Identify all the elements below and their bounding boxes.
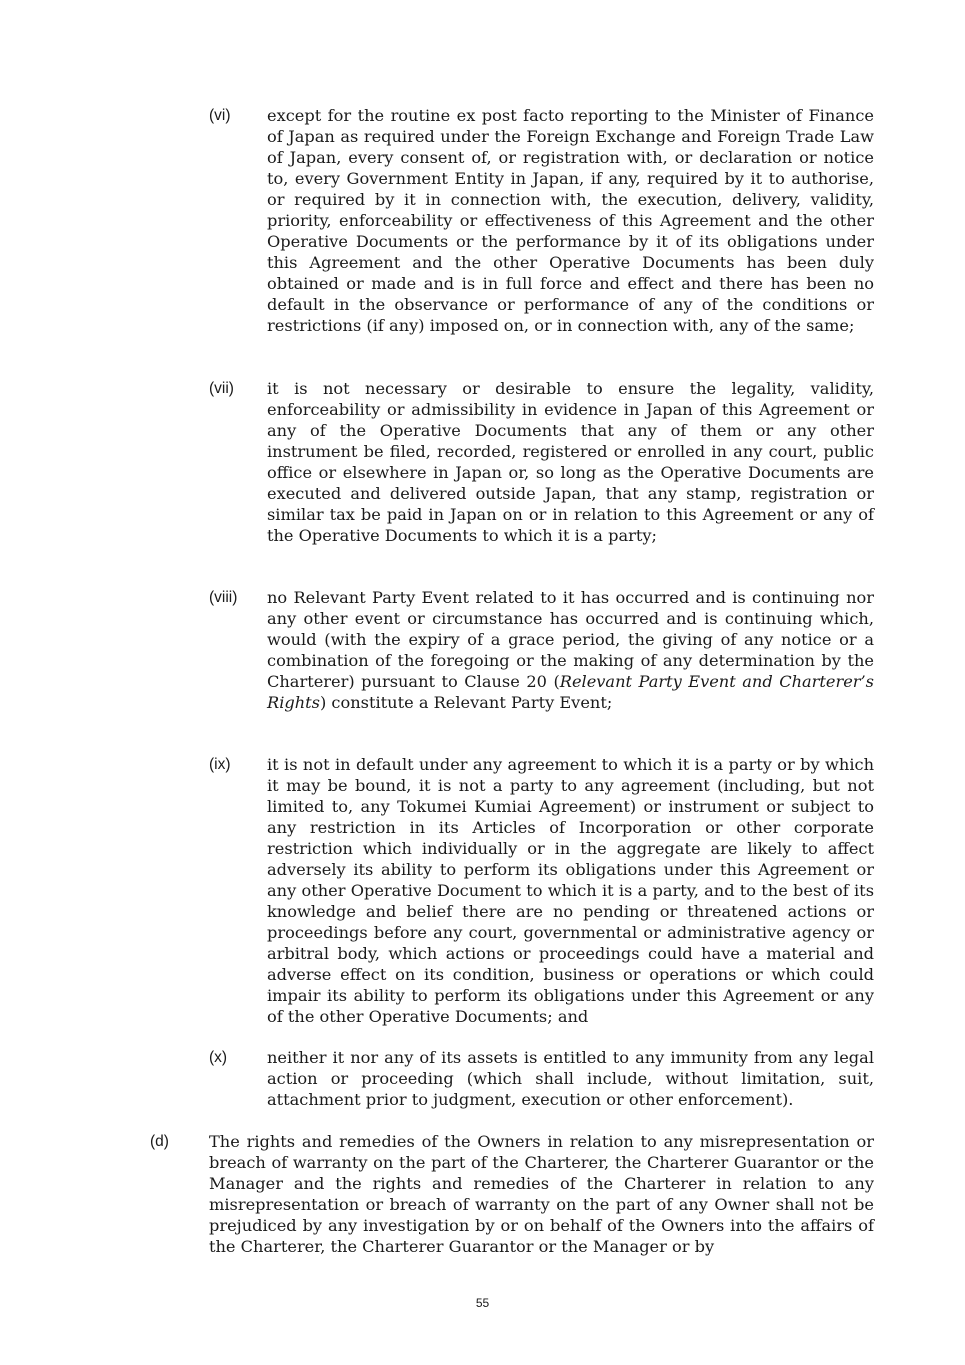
clause-number: (ix): [209, 756, 231, 773]
clause-text: The rights and remedies of the Owners in relation to any misrepresentation or breach of warranty on the part of the Charterer, the Charterer Guarantor or the Manager and the rights and remedies of the Charterer in relation to any misrepresentation or breach of warranty on the part of any Owner shall not be prejudiced by any investigation by or on behalf of the Owners into the affairs of the Charterer, the Charterer Guarantor or the Manager or by: [209, 1132, 874, 1256]
clause-number: (vii): [209, 380, 234, 397]
clause-text: neither it nor any of its assets is entitled to any immunity from any legal action or proceeding (which shall include, without limitation, suit, attachment prior to judgment, execution or other enforcement).: [267, 1048, 874, 1109]
clause-text-part: ) constitute a Relevant Party Event;: [319, 693, 613, 712]
clause-number: (viii): [209, 589, 238, 606]
clause-text: it is not in default under any agreement to which it is a party or by which it may be bound, it is not a party to any agreement (including, but not limited to, any Tokumei Kumiai Agreement) or instrument or subject to any restriction in its Articles of Incorporation or other corporate restriction which individually or in the aggregate are likely to affect adversely its ability to perform its obligations under this Agreement or any other Operative Document to which it is a party, and to the best of its knowledge and belief there are no pending or threatened actions or proceedings before any court, governmental or administrative agency or arbitral body, which actions or proceedings could have a material and adverse effect on its condition, business or operations or which could impair its ability to perform its obligations under this Agreement or any of the other Operative Documents; and: [267, 755, 874, 1026]
page-number: 55: [475, 1296, 490, 1310]
clause-number: (d): [150, 1133, 169, 1150]
clause-reference-italic: Relevant Party Event and Charterer’s Rights: [267, 672, 874, 712]
clause-text: it is not necessary or desirable to ensure the legality, validity, enforceability or admissibility in evidence in Japan of this Agreement or any of the Operative Documents that any of them or any other instrument be filed, recorded, registered or enrolled in any court, public office or elsewhere in Japan or, so long as the Operative Documents are executed and delivered outside Japan, that any stamp, registration or similar tax be paid in Japan on or in relation to this Agreement or any of the Operative Documents to which it is a party;: [267, 379, 874, 545]
clause-text-part: no Relevant Party Event related to it has occurred and is continuing nor any other event or circumstance has occurred and is continuing which, would (with the expiry of a grace period, the giving of any notice or a combination of the foregoing or the making of any determination by the Charterer) pursuant to Clause 20 (: [267, 588, 874, 691]
clause-text: [267, 587, 874, 713]
clause-text: except for the routine ex post facto reporting to the Minister of Finance of Japan as required under the Foreign Exchange and Foreign Trade Law of Japan, every consent of, or registration with, or declaration or notice to, every Government Entity in Japan, if any, required by it to authorise, or required by it in connection with, the execution, delivery, validity, priority, enforceability or effectiveness of this Agreement and the other Operative Documents or the performance by it of its obligations under this Agreement and the other Operative Documents has been duly obtained or made and is in full force and effect and there has been no default in the observance or performance of any of the conditions or restrictions (if any) imposed on, or in connection with, any of the same;: [267, 106, 874, 335]
clause-number: (x): [209, 1049, 228, 1066]
clause-number: (vi): [209, 107, 231, 124]
